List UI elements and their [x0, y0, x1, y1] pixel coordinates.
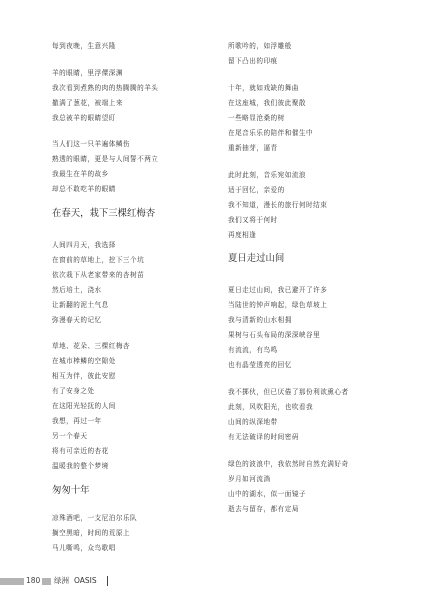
poem-title: 夏日走过山间	[228, 253, 285, 264]
poem-line: 却总不敢吃羊的眼睛	[52, 185, 116, 193]
magazine-title-cn: 绿洲	[54, 576, 69, 585]
footer-bar-decoration	[0, 578, 24, 585]
poem-line: 夏日走过山间，我已避开了许多	[228, 286, 328, 294]
poem-line: 重新抽芽，逼青	[228, 144, 278, 152]
poem-line: 所歌吟的，如浮雕般	[228, 42, 292, 50]
poem-line: 在城市棒鳞的空隙处	[52, 357, 116, 365]
poem-line: 当人们这一只羊遍体鳞伤	[52, 140, 131, 148]
poem-line: 我最生在羊的故乡	[52, 170, 109, 178]
poem-line: 我次看到煮熟的肉的热腾腾的羊头	[52, 84, 159, 92]
poem-line: 我想，再过一年	[52, 417, 102, 425]
poem-line: 当陆世的钟声响起，绿色草坡上	[228, 301, 328, 309]
poem-line: 在窗前的草地上，挖下三个坑	[52, 256, 145, 264]
poem-line: 羊的眼睛，里浮僳深渊	[52, 69, 123, 77]
poem-line: 我不知道，漫长的旅行何时结束	[228, 201, 328, 209]
poem-line: 我与清新的山水相拥	[228, 316, 292, 324]
poem-title: 匆匆十年	[52, 485, 90, 496]
poem-line: 我们又将于何时	[228, 216, 278, 224]
poem-line: 留下凸出的印痕	[228, 57, 278, 65]
page-footer	[0, 575, 427, 587]
poem-line: 此刻，风吹阳光，也吹看我	[228, 403, 314, 411]
poem-line: 马儿嘶鸣，众鸟歌唱	[52, 544, 116, 552]
poem-line: 撤满了葱花，被端上来	[52, 99, 123, 107]
magazine-title	[54, 576, 97, 586]
poem-line: 在这阳光轻抚的人间	[52, 402, 116, 410]
poem-line: 一些略显沧桑的树	[228, 114, 285, 122]
poem-line: 我总被羊的眼睛望盯	[52, 114, 116, 122]
poem-line: 依次栽下从老家带来的杏树苗	[52, 271, 145, 279]
poem-line: 十年，就如戏缺的舞曲	[228, 84, 299, 92]
poem-line: 有无法破译的时间密码	[228, 433, 299, 441]
poem-line: 也有晶莹透亮的回忆	[228, 361, 292, 369]
poem-line: 绿色的波浪中，我依然时自然充满好奇	[228, 460, 349, 468]
poem-line: 适于回忆，亲爱的	[228, 186, 285, 194]
poem-line: 相互为伴，彼此安慰	[52, 372, 116, 380]
poem-line: 逝去与留存，都有定局	[228, 505, 299, 513]
poem-line: 然后培土，浇水	[52, 286, 102, 294]
poem-line: 在尾音乐乐的陪伴和催生中	[228, 129, 314, 137]
poem-line: 温暖我的整个梦境	[52, 462, 109, 470]
poem-line: 草地、花朵、三棵红梅杏	[52, 342, 131, 350]
poem-line: 搁空黑暗，时间的荒原上	[52, 529, 131, 537]
footer-rule	[107, 576, 108, 586]
poem-line: 另一个春天	[52, 432, 88, 440]
poem-line: 弥漫春天的记忆	[52, 316, 102, 324]
poem-line: 凉殊酒吧，一支尼泊尔乐队	[52, 514, 138, 522]
footer-square-decoration	[42, 578, 51, 585]
poem-title: 在春天，栽下三棵红梅杏	[52, 208, 156, 219]
poem-line: 有流流，有鸟鸣	[228, 346, 278, 354]
poem-line: 有了安身之处	[52, 387, 95, 395]
poem-line: 果树与石头布局的深深峡谷里	[228, 331, 321, 339]
poem-line: 每到夜晚，生意兴隆	[52, 42, 116, 50]
poem-line: 将有可亲近的杏花	[52, 447, 109, 455]
poem-line: 我不掷伙，但已厌倦了那份利欲熏心者	[228, 388, 349, 396]
poem-line: 在这座城，我们彼此聚散	[228, 99, 307, 107]
magazine-title-en: OASIS	[74, 576, 97, 585]
poem-line: 此时此刻，音乐宛如流浪	[228, 171, 307, 179]
poem-line: 山间的纵深地带	[228, 418, 278, 426]
poem-line: 岁月如河流淌	[228, 475, 271, 483]
poem-line: 让新翻的泥土气息	[52, 301, 109, 309]
poem-line: 人间四月天，我选择	[52, 241, 116, 249]
page-number: 180	[26, 576, 41, 585]
poem-line: 再度相逢	[228, 231, 257, 239]
poem-line: 山中的湖水，似一面镜子	[228, 490, 307, 498]
poem-line: 熟透的眼睛，更是与人间誓不两立	[52, 155, 159, 163]
